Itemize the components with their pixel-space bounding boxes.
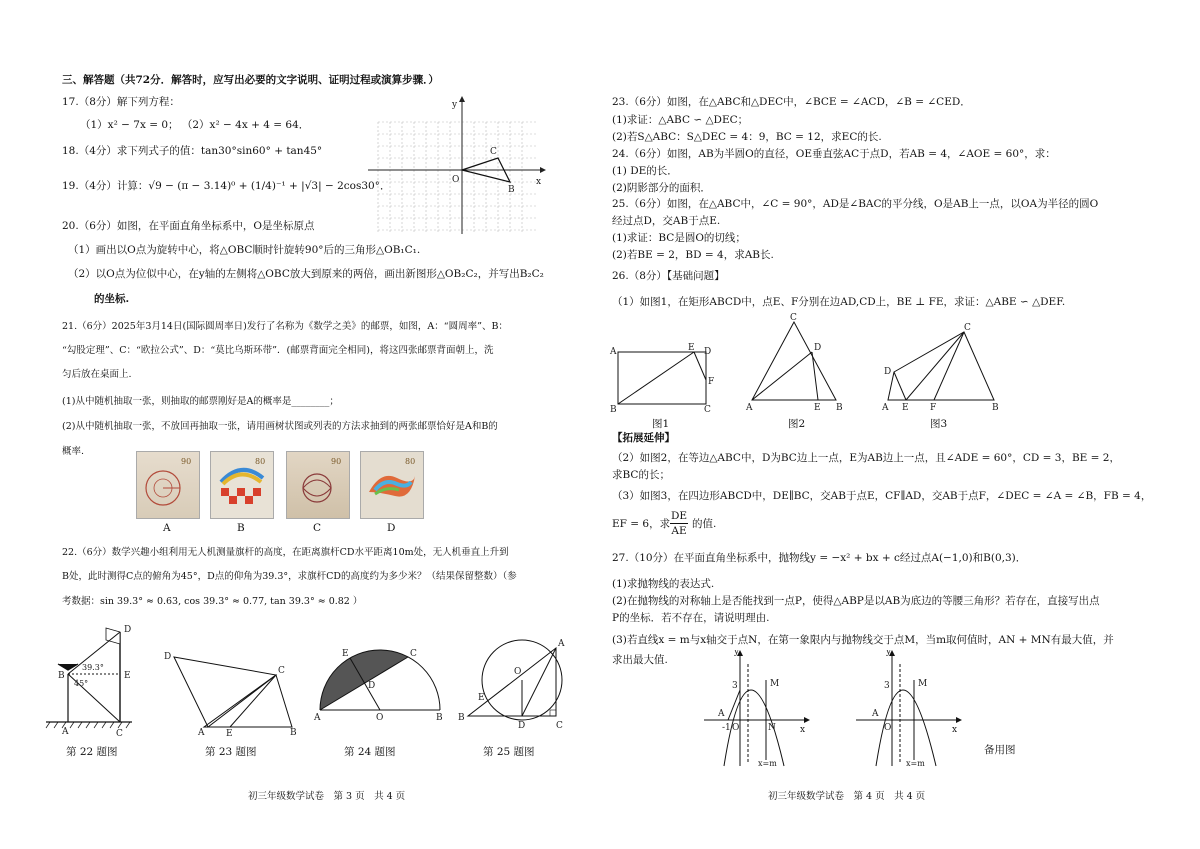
x-axis-arrow bbox=[540, 167, 546, 173]
fig23-label-d: D bbox=[164, 652, 172, 662]
fig22-label-e: E bbox=[124, 671, 131, 681]
fig23-label-e: E bbox=[226, 729, 233, 737]
parab1-label-m: M bbox=[770, 679, 780, 689]
fig24-label-o: O bbox=[376, 713, 384, 723]
triangle-abc bbox=[468, 648, 556, 716]
parab2-label-3: 3 bbox=[884, 681, 890, 691]
q17-head: 17.（8分）解下列方程： bbox=[62, 96, 180, 108]
caption-fig3: 图3 bbox=[930, 418, 948, 430]
q27-part1: (1)求抛物线的表达式. bbox=[612, 578, 715, 590]
stamp-a-value: 90 bbox=[181, 457, 192, 466]
parab2-label-m: M bbox=[918, 679, 928, 689]
right-footer: 初三年级数学试卷 第 4 页 共 4 页 bbox=[768, 791, 926, 802]
segment-ce bbox=[230, 675, 276, 727]
fig25-label-a: A bbox=[558, 639, 565, 649]
q17-parts: （1）x² − 7x = 0； （2）x² − 4x + 4 = 64． bbox=[80, 119, 310, 131]
q24-part2: (2)阴影部分的面积． bbox=[612, 182, 711, 194]
right-angle-mark bbox=[550, 710, 556, 716]
fig3-label-f: F bbox=[930, 403, 937, 413]
segment-be bbox=[618, 352, 694, 404]
fig24-semicircle bbox=[310, 640, 450, 730]
point-c-label: C bbox=[490, 147, 497, 157]
q21-part2: (2)从中随机抽取一张，不放回再抽取一张，请用画树状图或列表的方法求抽到的两张邮票恰好是A和B的 bbox=[62, 421, 498, 432]
caption-fig24: 第 24 题图 bbox=[344, 746, 396, 758]
q20-part1: （1）画出以O点为旋转中心，将△OBC顺时针旋转90°后的三角形△OB₁C₁. bbox=[68, 244, 421, 256]
q26-part3: （3）如图3，在四边形ABCD中，DE∥BC，交AB于点E，CF∥AD，交AB于点F，∠DEC = ∠A = ∠B，FB = 4， bbox=[612, 490, 1152, 502]
left-footer: 初三年级数学试卷 第 3 页 共 4 页 bbox=[248, 791, 406, 802]
fig24-label-c: C bbox=[410, 649, 417, 659]
fig22-angle-2: 45° bbox=[74, 679, 89, 688]
fig1-label-e: E bbox=[688, 343, 695, 353]
fig22-label-d: D bbox=[124, 625, 132, 635]
stamp-label-a: A bbox=[163, 522, 171, 534]
fig1-rectangle bbox=[608, 340, 718, 418]
parab1-label-neg1: -1 bbox=[722, 723, 731, 733]
q18: 18.（4分）求下列式子的值：tan30°sin60° + tan45° bbox=[62, 145, 323, 157]
q25-head: 25.（6分）如图，在△ABC中，∠C = 90°，AD是∠BAC的平分线，O是AB上一点，以OA为半径的圆O bbox=[612, 198, 1099, 210]
parab1-label-xm: x=m bbox=[758, 759, 777, 768]
q27-head: 27.（10分）在平面直角坐标系中，抛物线y = −x² + bx + c经过点A(−1,0)和B(0,3)． bbox=[612, 552, 1027, 564]
fig1-label-c: C bbox=[704, 405, 711, 415]
fig25-label-d: D bbox=[518, 721, 526, 731]
fig24-label-e: E bbox=[342, 649, 349, 659]
fig22-angle-1: 39.3° bbox=[82, 663, 104, 672]
parab1-label-o: O bbox=[732, 723, 740, 733]
triangle-abc bbox=[204, 675, 292, 727]
q25-head-cont: 经过点D，交AB于点E. bbox=[612, 215, 721, 227]
fig25-label-b: B bbox=[458, 713, 465, 723]
q24-part1: (1) DE的长． bbox=[612, 165, 678, 177]
fig2-equilateral-triangle bbox=[742, 312, 852, 414]
parab2-label-y: y bbox=[886, 650, 892, 657]
q25-part2: (2)若BE = 2，BD = 4，求AB长. bbox=[612, 249, 774, 261]
fig1-label-d: D bbox=[704, 347, 712, 357]
q27-part2-cont: P的坐标．若不存在，请说明理由. bbox=[612, 612, 770, 624]
parab1-label-3: 3 bbox=[732, 681, 738, 691]
stamp-b-image bbox=[210, 451, 274, 519]
parab1-label-a: A bbox=[718, 709, 725, 719]
fig23-label-c: C bbox=[278, 666, 285, 676]
segment-ec bbox=[906, 332, 964, 400]
fig3-label-a: A bbox=[882, 403, 889, 413]
q20-head: 20.（6分）如图，在平面直角坐标系中，O是坐标原点 bbox=[62, 220, 315, 232]
fig25-circle-triangle bbox=[456, 632, 576, 732]
fig1-label-f: F bbox=[708, 377, 715, 387]
x-axis-label: x bbox=[536, 177, 542, 187]
q21-line3: 匀后放在桌面上. bbox=[62, 369, 132, 380]
fig22-label-b: B bbox=[58, 671, 65, 681]
fig24-label-d: D bbox=[368, 681, 376, 691]
stamp-label-d: D bbox=[387, 522, 396, 534]
fraction-numerator: DE bbox=[670, 510, 688, 522]
point-b-label: B bbox=[508, 185, 515, 195]
q24-head: 24.（6分）如图，AB为半圆O的直径，OE垂直弦AC于点D，若AB = 4，∠AOE = 60°，求： bbox=[612, 148, 1056, 160]
caption-fig25: 第 25 题图 bbox=[483, 746, 535, 758]
spare-figure-caption: 备用图 bbox=[984, 744, 1016, 756]
parab2-label-o: O bbox=[884, 723, 892, 733]
stamp-c-image bbox=[286, 451, 350, 519]
q26-part3-pre: EF = 6，求 bbox=[612, 518, 671, 530]
fig3-quadrilateral bbox=[880, 322, 1004, 414]
q26-part2-cont: 求BC的长； bbox=[612, 469, 670, 481]
fig3-label-b: B bbox=[992, 403, 999, 413]
drone-icon bbox=[58, 664, 78, 670]
q22-line1: 22.（6分）数学兴趣小组利用无人机测量旗杆的高度，在距离旗杆CD水平距离10m处，无人机垂直上升到 bbox=[62, 547, 509, 558]
fig24-label-a: A bbox=[314, 713, 321, 723]
origin-label: O bbox=[452, 175, 460, 185]
q25-part1: (1)求证：BC是圆O的切线； bbox=[612, 232, 746, 244]
q23-part2: (2)若S△ABC：S△DEC = 4：9，BC = 12，求EC的长. bbox=[612, 131, 882, 143]
q19: 19.（4分）计算：√9 − (π − 3.14)⁰ + (1/4)⁻¹ + |√3| − 2cos30°． bbox=[62, 180, 391, 192]
y-axis-arrow bbox=[459, 96, 465, 102]
segment-de bbox=[812, 352, 818, 400]
q26-part1: （1）如图1，在矩形ABCD中，点E、F分别在边AD,CD上，BE ⊥ FE，求证：△ABE ∽ △DEF. bbox=[612, 296, 1066, 308]
fig2-label-d: D bbox=[814, 343, 822, 353]
stamp-d-image bbox=[360, 451, 424, 519]
fig22-drone-flagpole bbox=[44, 618, 144, 742]
q27-spare-figure bbox=[852, 650, 962, 768]
parab1-label-x: x bbox=[800, 725, 806, 735]
segment-de bbox=[894, 372, 906, 400]
x-axis-arrow bbox=[956, 717, 962, 723]
bisector-ad bbox=[522, 648, 556, 716]
fraction-denominator: AE bbox=[671, 525, 687, 537]
fig1-label-b: B bbox=[610, 405, 617, 415]
q22-line2: B处，此时测得C点的俯角为45°，D点的仰角为39.3°，求旗杆CD的高度约为多少米？（结果保留整数）（参 bbox=[62, 571, 517, 582]
parab2-label-xm: x=m bbox=[906, 759, 925, 768]
q20-part2-cont: 的坐标. bbox=[94, 293, 130, 305]
fig25-label-c: C bbox=[556, 721, 563, 731]
rectangle-abcd bbox=[618, 352, 706, 404]
q21-line1: 21.（6分）2025年3月14日(国际圆周率日)发行了名称为《数学之美》的邮票，如图，A：“圆周率”、B： bbox=[62, 321, 508, 332]
caption-fig1: 图1 bbox=[652, 418, 670, 430]
segment-ad bbox=[752, 352, 812, 400]
segment-cf bbox=[934, 332, 964, 400]
fig3-label-e: E bbox=[902, 403, 909, 413]
fig2-label-b: B bbox=[836, 403, 843, 413]
fig25-label-o: O bbox=[514, 667, 522, 677]
parab2-label-a: A bbox=[872, 709, 879, 719]
fig1-label-a: A bbox=[610, 347, 617, 357]
q21-part2-cont: 概率. bbox=[62, 446, 85, 457]
stamp-c-value: 90 bbox=[331, 457, 342, 466]
shaded-region bbox=[320, 650, 408, 710]
fig2-label-a: A bbox=[746, 403, 753, 413]
q20-coordinate-grid bbox=[366, 94, 548, 239]
fig2-label-c: C bbox=[790, 313, 797, 323]
fig23-label-a: A bbox=[198, 728, 205, 737]
q26-head: 26.（8分）【基础问题】 bbox=[612, 270, 725, 282]
stamp-a-image bbox=[136, 451, 200, 519]
fig3-label-c: C bbox=[964, 323, 971, 333]
q26-part3-post: 的值. bbox=[692, 518, 717, 530]
q26-part2: （2）如图2，在等边△ABC中，D为BC边上一点，E为AB边上一点，且∠ADE = 60°，CD = 3，BE = 2， bbox=[612, 452, 1120, 464]
q22-line3: 考数据：sin 39.3° ≈ 0.63, cos 39.3° ≈ 0.77, tan 39.3° ≈ 0.82 ） bbox=[62, 596, 363, 607]
fig25-label-e: E bbox=[478, 693, 485, 703]
parab1-label-n: N bbox=[768, 723, 776, 733]
stamp-label-c: C bbox=[313, 522, 322, 534]
q23-head: 23.（6分）如图，在△ABC和△DEC中，∠BCE = ∠ACD，∠B = ∠CED． bbox=[612, 96, 971, 108]
q27-part3-cont: 求出最大值. bbox=[612, 654, 668, 666]
fig23-triangles bbox=[160, 645, 300, 737]
q20-part2: （2）以O点为位似中心，在y轴的左侧将△OBC放大到原来的两倍，画出新图形△OB₂C₂，并写出B₂C₂ bbox=[68, 268, 544, 280]
caption-fig2: 图2 bbox=[788, 418, 806, 430]
q27-part3: (3)若直线x = m与x轴交于点N，在第一象限内与抛物线交于点M，当m取何值时，AN + MN有最大值，并 bbox=[612, 634, 1114, 646]
fig22-label-a: A bbox=[62, 727, 69, 737]
fig24-label-b: B bbox=[436, 713, 443, 723]
q27-part2: (2)在抛物线的对称轴上是否能找到一点P，使得△ABP是以AB为底边的等腰三角形？若存在，直接写出点 bbox=[612, 595, 1100, 607]
quadrilateral-abcd bbox=[888, 332, 994, 400]
section-title: 三、解答题（共72分．解答时，应写出必要的文字说明、证明过程或演算步骤．） bbox=[62, 74, 439, 86]
caption-fig23: 第 23 题图 bbox=[205, 746, 257, 758]
y-axis-label: y bbox=[452, 100, 458, 110]
fig2-label-e: E bbox=[814, 403, 821, 413]
stamp-d-value: 80 bbox=[405, 457, 416, 466]
ground-hatch bbox=[46, 722, 130, 728]
q27-parabola-figure bbox=[700, 650, 810, 768]
stamp-label-b: B bbox=[237, 522, 245, 534]
fig23-label-b: B bbox=[290, 728, 297, 737]
q26-extension-title: 【拓展延伸】 bbox=[612, 432, 675, 444]
fig22-label-c: C bbox=[116, 729, 123, 739]
caption-fig22: 第 22 题图 bbox=[66, 746, 118, 758]
triangle-abc bbox=[752, 322, 836, 400]
parab1-label-y: y bbox=[734, 650, 740, 657]
q23-part1: (1)求证：△ABC ∽ △DEC； bbox=[612, 114, 749, 126]
q21-part1: (1)从中随机抽取一张，则抽取的邮票刚好是A的概率是________； bbox=[62, 396, 339, 407]
x-axis-arrow bbox=[804, 717, 810, 723]
parab2-label-x: x bbox=[952, 725, 958, 735]
stamp-b-value: 80 bbox=[255, 457, 266, 466]
q21-line2: “勾股定理”、C：“欧拉公式”、D：“莫比乌斯环带”．(邮票背面完全相同)，将这四张邮票背面朝上，洗 bbox=[62, 345, 494, 356]
fig3-label-d: D bbox=[884, 367, 892, 377]
